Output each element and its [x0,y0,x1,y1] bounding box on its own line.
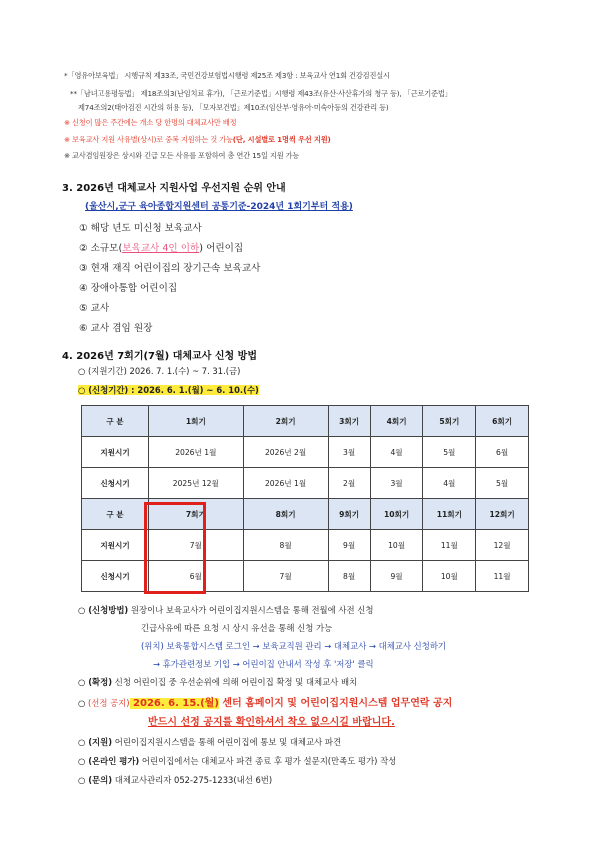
table-cell: 8월 [243,530,328,561]
dispatch-line: ○ (지원) 어린이집지원시스템을 통해 어린이집에 통보 및 대체교사 파견 [78,737,342,747]
table-cell: 11월 [423,530,476,561]
table-row [82,468,529,499]
table-cell: 2025년 12월 [149,468,244,499]
priority-item-3: ③ 현재 재직 어린이집의 장기근속 보육교사 [79,263,261,274]
table-cell: 12월 [476,530,529,561]
table-cell: 4회기 [370,406,423,437]
priority-item-2: ② 소규모(보육교사 4인 이하) 어린이집 [79,243,244,254]
section4-title: 4. 2026년 7회기(7월) 대체교사 신청 방법 [62,351,257,362]
row-label: 신청시기 [82,561,149,592]
online-evaluation-line: ○ (온라인 평가) 어린이집에서는 대체교사 파견 종료 후 평가 설문지(만족도 평가) 작성 [78,756,397,766]
priority-item-6: ⑥ 교사 겸임 원장 [79,323,153,334]
selection-notice: ○ (선정 공지) 2026. 6. 15.(월) 센터 홈페이지 및 어린이집지원시스템 업무연락 공지 [78,698,453,709]
table-cell: 11회기 [423,499,476,530]
table-cell: 3회기 [328,406,370,437]
table-cell: 8회기 [243,499,328,530]
apply-method-urgent: 긴급사유에 따른 요청 시 상시 유선을 통해 신청 가능 [141,623,333,633]
table-cell: 2026년 1월 [149,437,244,468]
table-cell: 11월 [476,561,529,592]
table-cell: 10회기 [370,499,423,530]
table-row [82,406,529,437]
table-row [82,437,529,468]
row-label: 구 분 [82,406,149,437]
row-label: 구 분 [82,499,149,530]
priority-item-5: ⑤ 교사 [79,303,110,314]
footnote-law-2: **「남녀고용평등법」 제18조의3(난임치료 휴가), 「근로기준법」시행령 제43조(유산·사산휴가의 청구 등), 「근로기준법」 [70,89,452,98]
table-cell: 8월 [328,561,370,592]
support-period: ○ (지원기간) 2026. 7. 1.(수) ~ 7. 31.(금) [78,366,241,376]
section3-title: 3. 2026년 대체교사 지원사업 우선지원 순위 안내 [62,183,286,194]
table-cell: 3월 [328,437,370,468]
note-duplicate-support: ※ 보육교사 지원 사유별(상시)로 중복 지원하는 것 가능(단, 시설별로 1명씩 우선 지원) [64,135,331,144]
highlight-7th-session-box [144,502,206,594]
table-cell: 4월 [370,437,423,468]
apply-method: ○ (신청방법) 원장이나 보육교사가 어린이집지원시스템을 통해 전월에 사전 신청 [78,605,374,615]
row-label: 지원시기 [82,530,149,561]
apply-method-path: (위치) 보육통합시스템 로그인 → 보육교직원 관리 → 대체교사 → 대체교사 신청하기 [141,641,447,651]
table-cell: 2월 [328,468,370,499]
priority-item-4: ④ 장애아통합 어린이집 [79,283,178,294]
table-cell: 9월 [328,530,370,561]
table-cell: 7월 [149,530,244,561]
table-cell: 2026년 2월 [243,437,328,468]
confirm-line: ○ (확정) 신청 어린이집 중 우선순위에 의해 어린이집 확정 및 대체교사 배치 [78,677,358,687]
selection-notice-warning: 반드시 선정 공지를 확인하셔서 착오 없으시길 바랍니다. [148,717,395,728]
contact-line: ○ (문의) 대체교사관리자 052-275-1233(내선 6번) [78,775,273,785]
table-cell: 6월 [149,561,244,592]
row-label: 지원시기 [82,437,149,468]
table-cell: 7회기 [149,499,244,530]
footnote-law-3: 제74조의2(태아검진 시간의 허용 등), 「모자보건법」제10조(임산부·영유아·미숙아등의 건강관리 등) [78,103,389,112]
table-cell: 4월 [423,468,476,499]
table-cell: 6월 [476,437,529,468]
table-cell: 6회기 [476,406,529,437]
table-cell: 9월 [370,561,423,592]
section3-subtitle: (울산시,군구 육아종합지원센터 공통기준-2024년 1회기부터 적용) [85,202,353,212]
apply-period: ○ (신청기간) : 2026. 6. 1.(월) ~ 6. 10.(수) [78,385,259,395]
footnote-law-1: *「영유아보육법」 시행규칙 제33조, 국민건강보험법시행령 제25조 제3항 : 보육교사 연1회 건강검진실시 [64,71,390,80]
table-cell: 10월 [370,530,423,561]
table-cell: 9회기 [328,499,370,530]
apply-method-path-2: → 휴가관련정보 기입 → 어린이집 안내서 작성 후 '저장' 클릭 [153,659,374,669]
table-cell: 5회기 [423,406,476,437]
note-one-per-center: ※ 신청이 많은 주간에는 개소 당 한명의 대체교사만 배정 [64,118,237,127]
note-director-limit: ※ 교사겸임원장은 상시와 긴급 모든 사유를 포함하여 총 연간 15일 지원 가능 [64,151,300,160]
row-label: 신청시기 [82,468,149,499]
table-cell: 1회기 [149,406,244,437]
priority-item-1: ① 해당 년도 미신청 보육교사 [79,223,202,234]
table-cell: 10월 [423,561,476,592]
table-cell: 5월 [423,437,476,468]
table-cell: 2회기 [243,406,328,437]
table-cell: 2026년 1월 [243,468,328,499]
table-cell: 12회기 [476,499,529,530]
table-cell: 5월 [476,468,529,499]
table-cell: 7월 [243,561,328,592]
table-cell: 3월 [370,468,423,499]
